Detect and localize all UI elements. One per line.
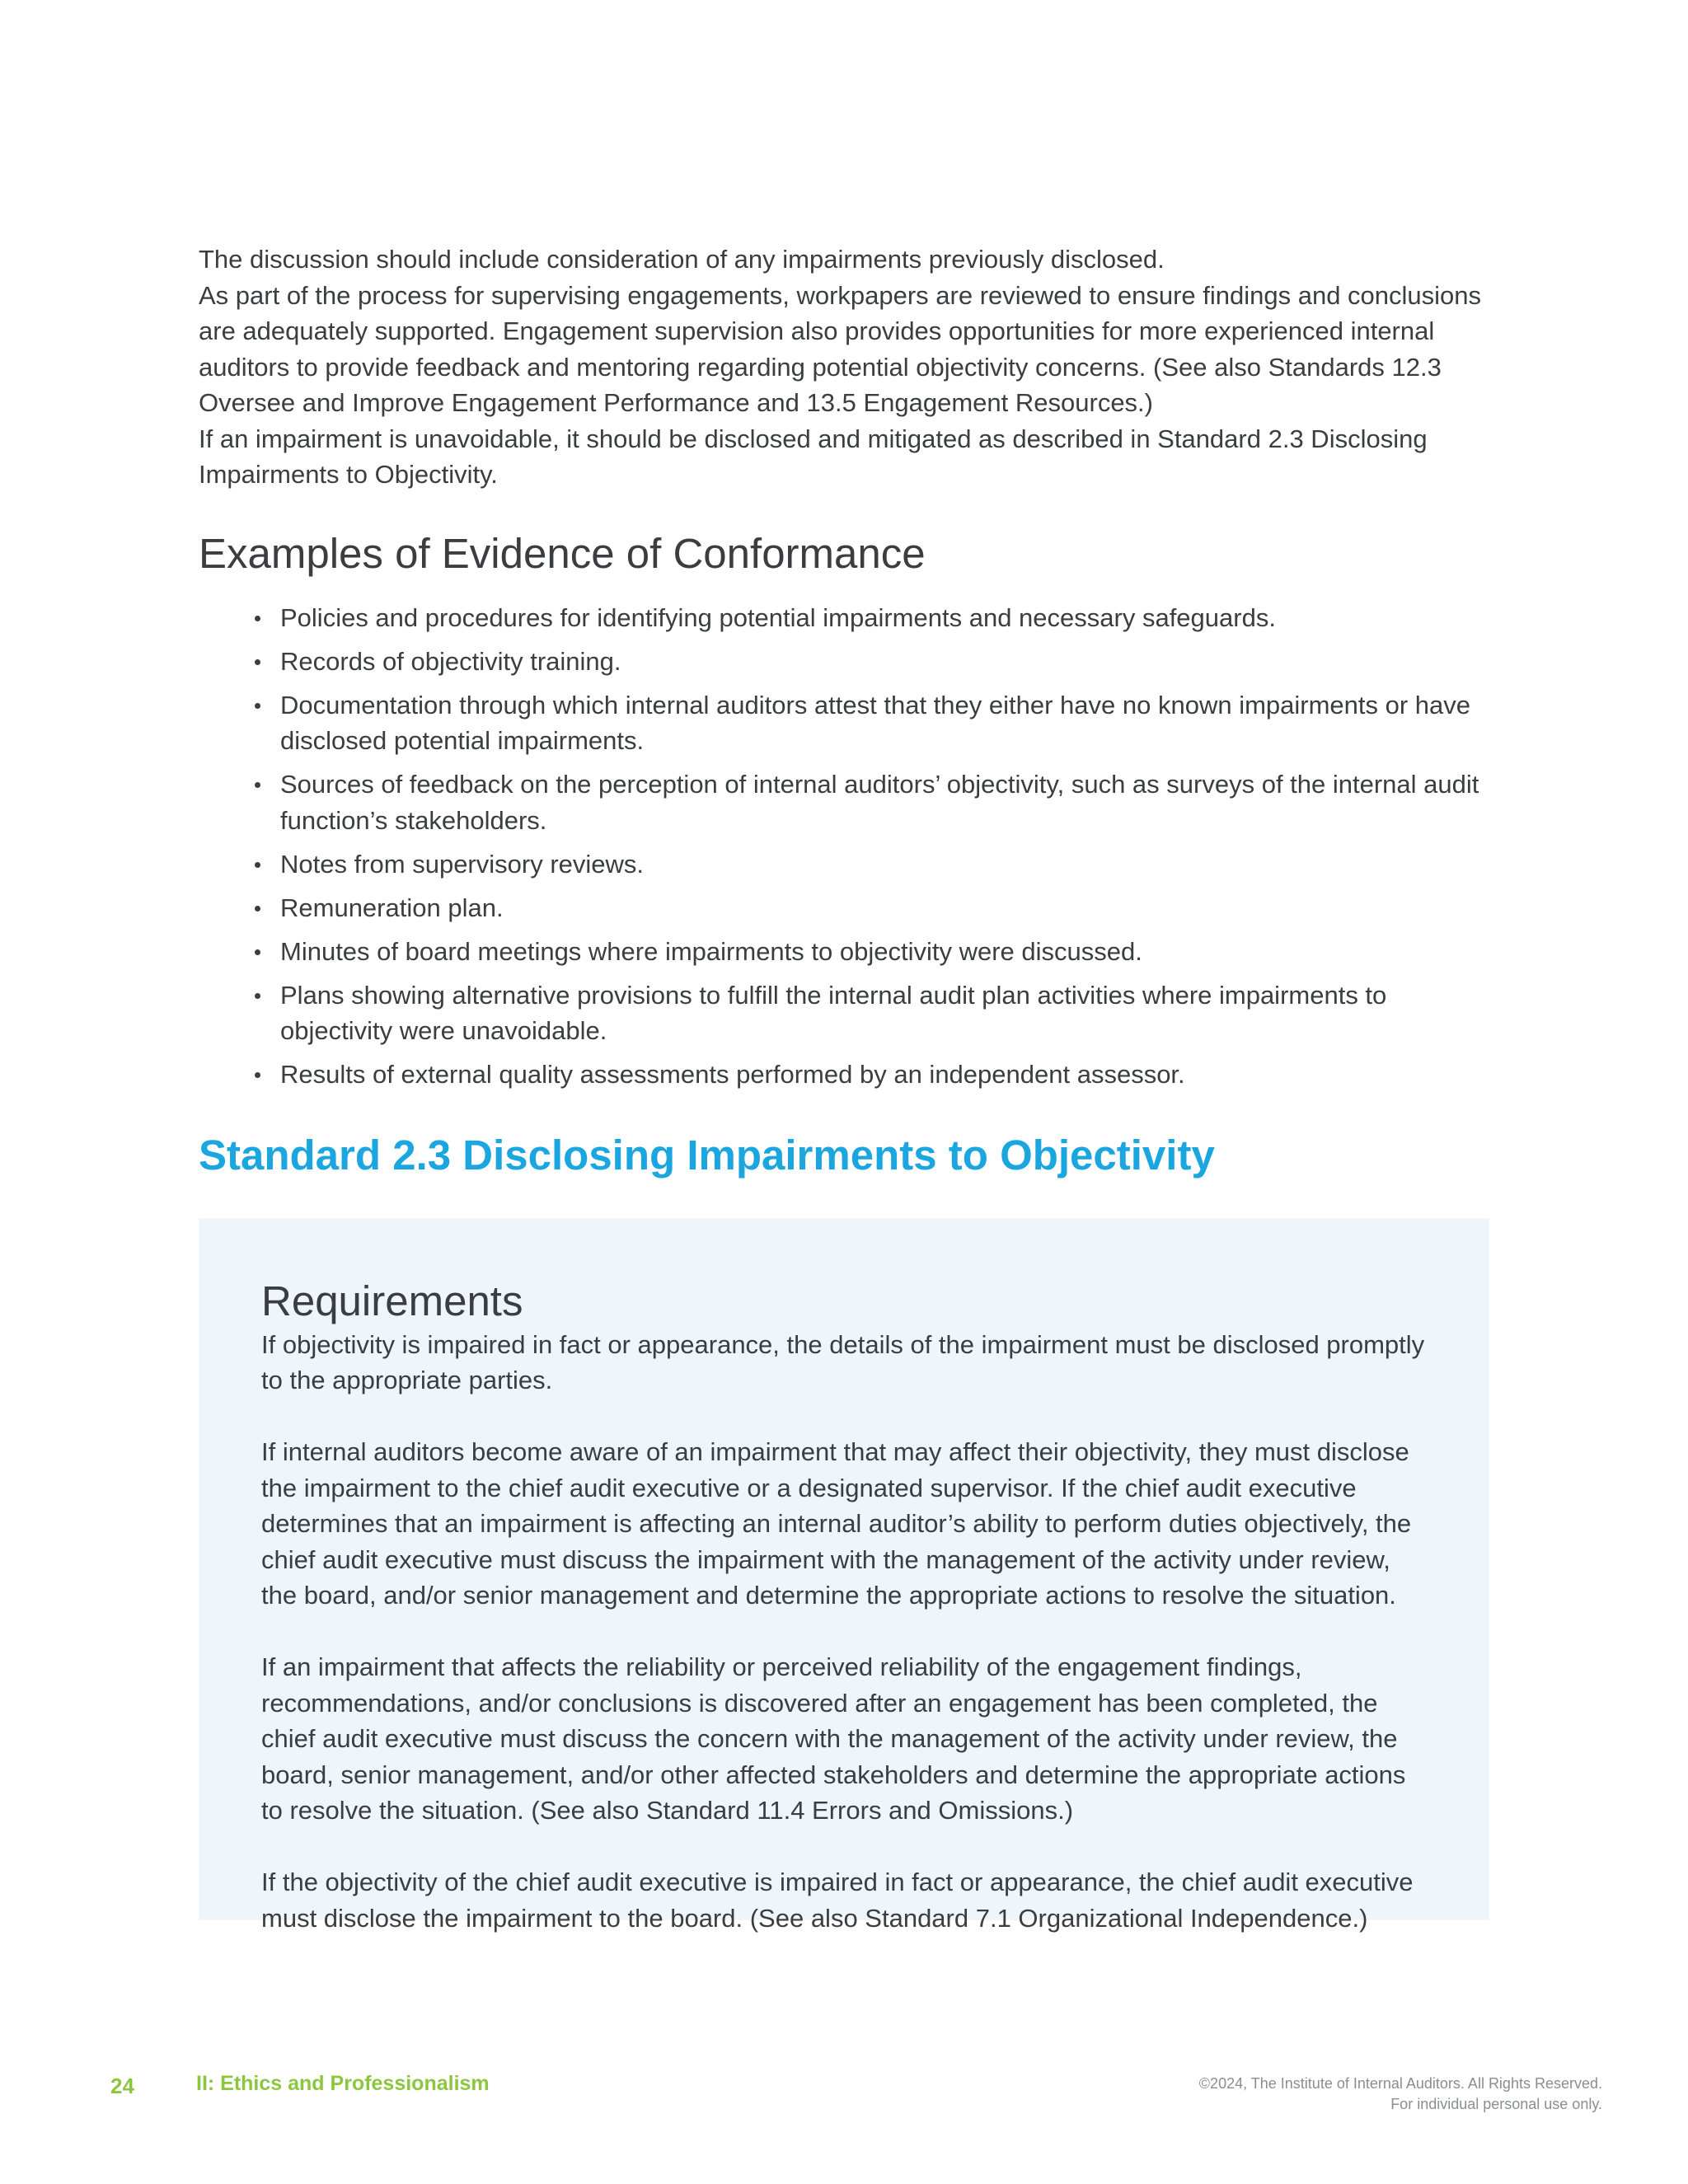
list-item [255,600,1489,636]
bullet-icon [255,703,260,709]
requirements-paragraph: If the objectivity of the chief audit executive is impaired in fact or appearance, the chief audit executive must disclose the impairment to the board. (See also Standard 7.1 Organizational Independence.) [261,1868,1414,1933]
evidence-list [199,600,1489,1093]
intro-text [199,241,1489,493]
list-item [255,846,1489,883]
bullet-icon [255,949,260,955]
page-content [199,241,1489,1933]
list-item [255,687,1489,759]
bullet-icon [255,659,260,665]
intro-paragraph: As part of the process for supervising engagements, workpapers are reviewed to ensure findings and conclusions are adequately supported. Engagement supervision also provides opportunities for more experienced internal auditors to provide feedback and mentoring regarding potential objectivity concerns. (See also Standards 12.3 Oversee and Improve Engagement Performance and 13.5 Engagement Resources.) [199,280,1482,417]
intro-paragraph: If an impairment is unavoidable, it should be disclosed and mitigated as described in Standard 2.3 Disclosing Impairments to Objectivity. [199,424,1428,489]
page-number: 24 [110,2074,134,2098]
list-item-text: Plans showing alternative provisions to fulfill the internal audit plan activities where impairments to objectivity were unavoidable. [280,980,1387,1045]
bullet-icon [255,616,260,621]
page-footer [0,2074,1688,2131]
bullet-icon [255,906,260,912]
intro-paragraph: The discussion should include consideration of any impairments previously disclosed. [199,245,1165,274]
requirements-box [199,1218,1489,1933]
list-item [255,644,1489,680]
list-item-text: Records of objectivity training. [280,646,621,676]
list-item-text: Results of external quality assessments performed by an independent assessor. [280,1060,1185,1089]
requirements-paragraph: If internal auditors become aware of an impairment that may affect their objectivity, they must disclose the impairment to the chief audit executive or a designated supervisor. If the chief audit executive determines that an impairment is affecting an internal auditor’s ability to perform duties objectively, the chief audit executive must discuss the impairment with the management of the activity under review, the board, and/or senior management and determine the appropriate actions to resolve the situation. [261,1437,1412,1610]
requirements-paragraph: If an impairment that affects the reliability or perceived reliability of the engagement findings, recommendations, and/or conclusions is discovered after an engagement has been completed, the chief audit executive must discuss the concern with the management of the activity under review, the board, senior management, and/or other affected stakeholders and determine the appropriate actions to resolve the situation. (See also Standard 11.4 Errors and Omissions.) [261,1652,1406,1825]
requirements-heading: Requirements [261,1277,523,1324]
list-item [255,977,1489,1049]
list-item [255,766,1489,838]
copyright-notice [1199,2074,1602,2115]
list-item-text: Remuneration plan. [280,893,504,922]
usage-line: For individual personal use only. [1390,2096,1602,2112]
bullet-icon [255,862,260,868]
bullet-icon [255,782,260,788]
evidence-heading: Examples of Evidence of Conformance [199,529,926,577]
list-item [255,934,1489,970]
bullet-icon [255,993,260,999]
copyright-line: ©2024, The Institute of Internal Auditors. All Rights Reserved. [1198,2075,1602,2092]
list-item-text: Notes from supervisory reviews. [280,849,645,879]
list-item-text: Minutes of board meetings where impairments to objectivity were discussed. [280,936,1142,966]
footer-section-name: II: Ethics and Professionalism [196,2072,490,2095]
list-item-text: Sources of feedback on the perception of internal auditors’ objectivity, such as surveys of the internal audit function’s stakeholders. [280,770,1479,835]
list-item [255,890,1489,926]
requirements-paragraph: If objectivity is impaired in fact or appearance, the details of the impairment must be disclosed promptly to the appropriate parties. [261,1329,1425,1394]
bullet-icon [255,1072,260,1078]
list-item [255,1057,1489,1093]
list-item-text: Documentation through which internal auditors attest that they either have no known impairments or have disclosed potential impairments. [280,690,1471,755]
list-item-text: Policies and procedures for identifying potential impairments and necessary safeguards. [280,602,1276,632]
standard-title: Standard 2.3 Disclosing Impairments to Objectivity [199,1131,1215,1179]
